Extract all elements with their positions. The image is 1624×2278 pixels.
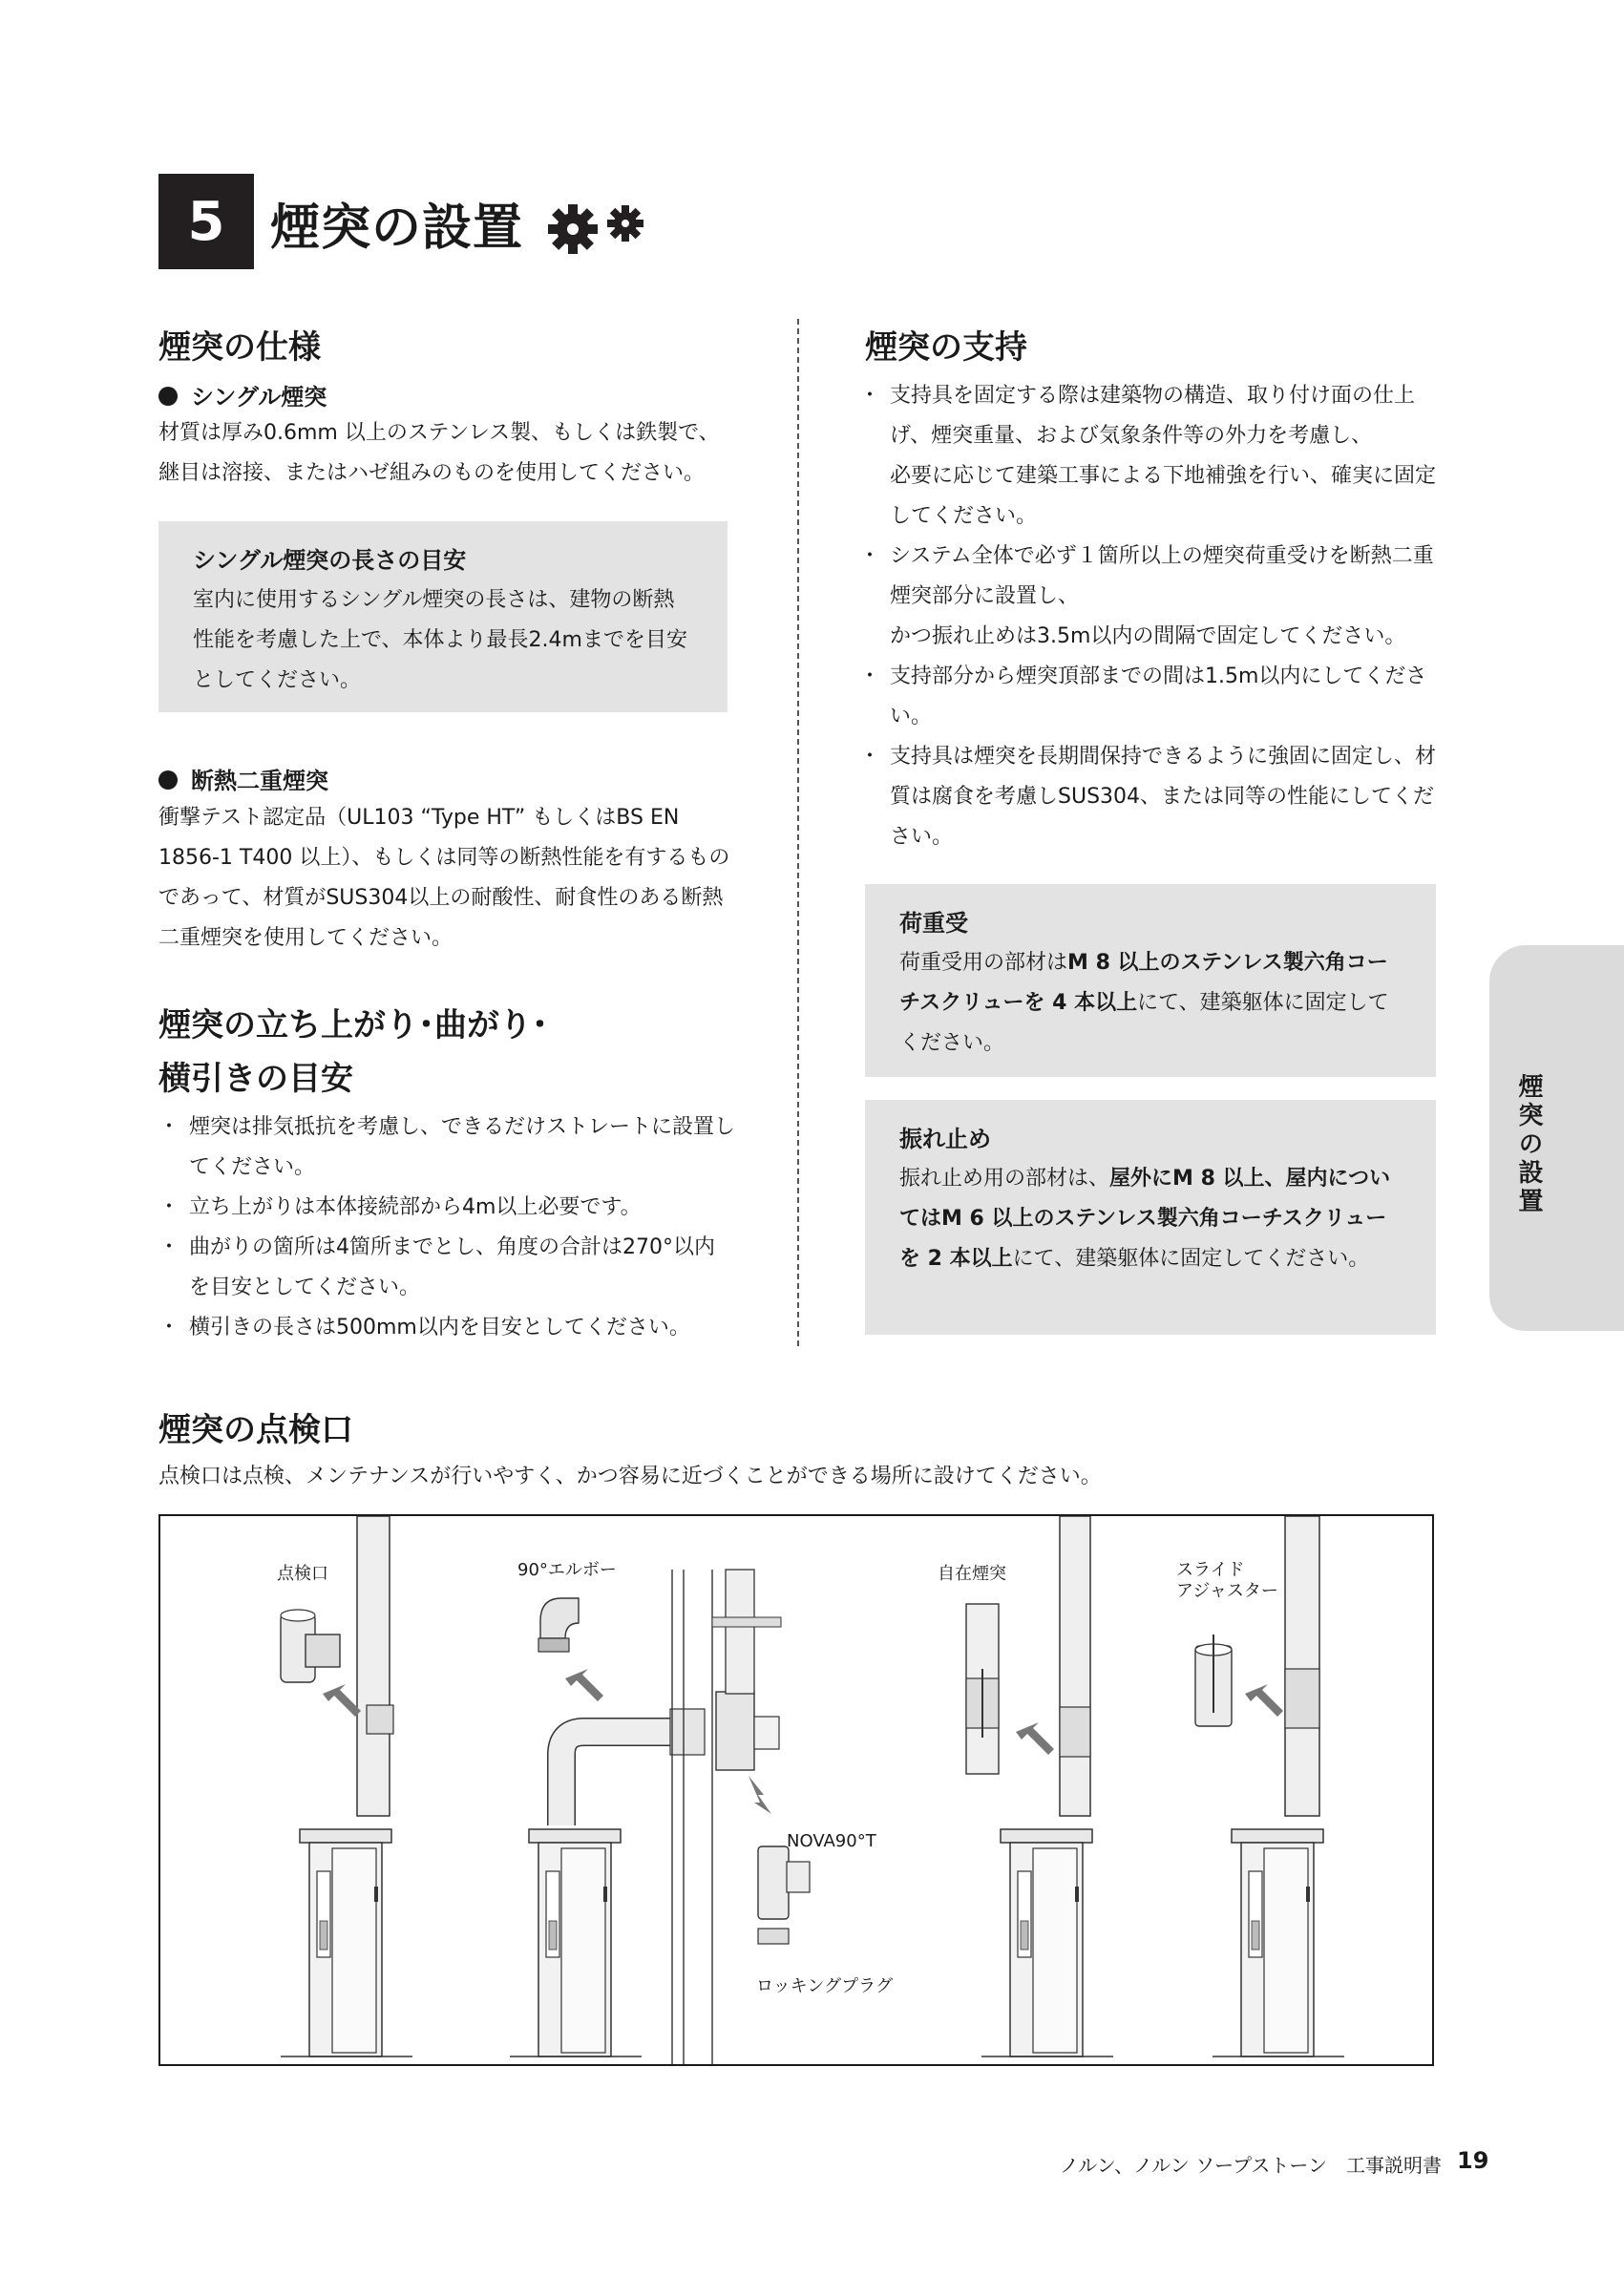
note-text: 室内に使用するシングル煙突の長さは、建物の断熱性能を考慮した上で、本体より最長2.4mまでを目安としてください。 [193,588,687,692]
sway-box-text: 振れ止め用の部材は、屋外にM 8 以上、屋内についてはM 6 以上のステンレス製六角コーチスクリューを 2 本以上にて、建築躯体に固定してください。 [899,1167,1391,1271]
scene-inspection-port [281,1516,412,2057]
note-title: シングル煙突の長さの目安 [193,547,467,574]
section-number: 5 [158,174,254,269]
rise-bullets [158,1107,735,1348]
label-nova: NOVA90°T [787,1831,876,1851]
label-flex-chimney: 自在煙突 [938,1564,1006,1584]
installation-figure [158,1514,1434,2066]
single-chimney-heading: シングル煙突 [158,378,327,411]
bullet-dot [158,770,178,790]
sway-stop-box [865,1100,1436,1335]
single-chimney-text: 材質は厚み0.6mm 以上のステンレス製、もしくは鉄製で、継目は溶接、またはハゼ組みのものを使用してください。 [158,421,720,485]
inspection-heading: 煙突の点検口 [158,1411,353,1449]
support-bullets [859,376,1442,857]
label-slide-adjuster: スライド アジャスター [1176,1560,1278,1601]
load-bearing-box [865,884,1436,1077]
list-item: ・ 横引きの長さは500mm以内を目安としてください。 [158,1308,735,1348]
list-item: ・ 曲がりの箇所は4箇所までとし、角度の合計は270°以内を目安としてください。 [158,1228,735,1308]
side-tab-label: 煙突の設置 [1514,1073,1543,1216]
column-divider [797,319,799,1346]
footer-title: ノルン、ノルン ソープストーン 工事説明書 [1060,2154,1442,2177]
load-box-title: 荷重受 [899,910,968,937]
section-title: 煙突の設置 [270,200,524,257]
spec-heading: 煙突の仕様 [158,328,321,367]
list-item: ・ システム全体で必ず１箇所以上の煙突荷重受けを断熱二重煙突部分に設置し、 かつ振れ止めは3.5m以内の間隔で固定してください。 [859,537,1442,657]
label-inspection-port: 点検口 [277,1564,328,1584]
insulated-chimney-text: 衝撃テスト認定品（UL103 “Type HT” もしくはBS EN 1856-1 T400 以上）、もしくは同等の断熱性能を有するものであって、材質がSUS304以上の耐酸性、耐食性のある断熱二重煙突を使用してください。 [158,806,730,950]
label-elbow: 90°エルボー [517,1560,617,1580]
list-item: ・ 支持具を固定する際は建築物の構造、取り付け面の仕上げ、煙突重量、および気象条件等の外力を考慮し、 必要に応じて建築工事による下地補強を行い、確実に固定してください。 [859,376,1442,537]
list-item: ・ 煙突は排気抵抗を考慮し、できるだけストレートに設置してください。 [158,1107,735,1188]
scene-flex-chimney [966,1516,1113,2057]
list-item: ・ 支持部分から煙突頂部までの間は1.5m以内にしてください。 [859,657,1442,737]
label-plug: ロッキングプラグ [756,1976,894,1996]
list-item: ・ 支持具は煙突を長期間保持できるように強固に固定し、材質は腐食を考慮しSUS304、または同等の性能にしてください。 [859,737,1442,857]
support-heading: 煙突の支持 [865,328,1027,367]
bullet-dot [158,387,178,406]
insulated-chimney-heading: 断熱二重煙突 [158,762,328,795]
single-length-note [158,521,728,712]
list-item: ・ 立ち上がりは本体接続部から4m以上必要です。 [158,1188,735,1228]
load-box-text: 荷重受用の部材はM 8 以上のステンレス製六角コーチスクリューを 4 本以上にて、建築躯体に固定してください。 [899,951,1389,1055]
inspection-text: 点検口は点検、メンテナンスが行いやすく、かつ容易に近づくことができる場所に設けてください。 [158,1465,1102,1488]
sway-box-title: 振れ止め [899,1126,991,1152]
rise-heading: 煙突の立ち上がり･曲がり･ 横引きの目安 [158,1006,548,1098]
gear-icon [544,200,649,258]
page-number: 19 [1457,2147,1489,2174]
